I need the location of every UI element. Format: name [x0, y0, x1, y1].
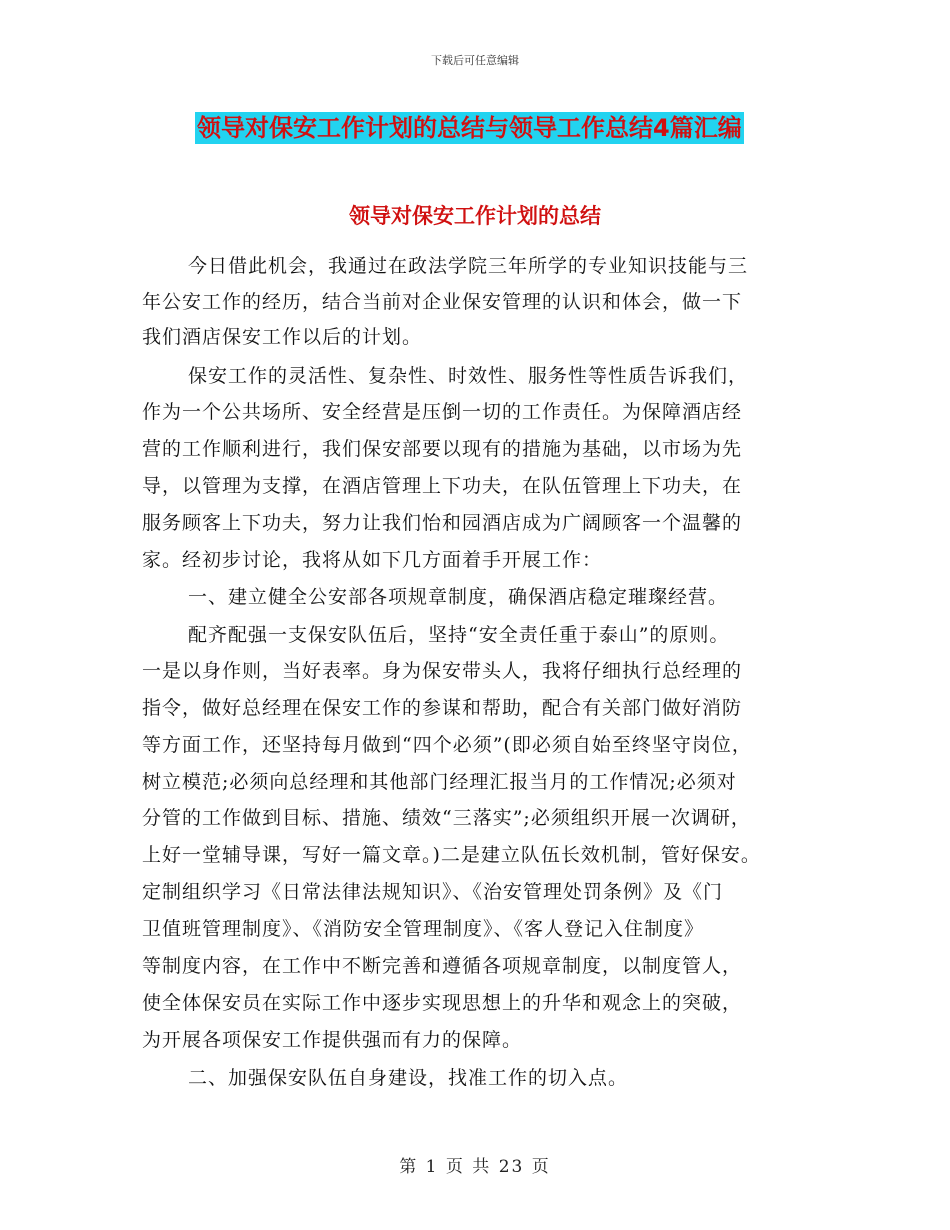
body-line: 等方面工作，还坚持每月做到“四个必须”(即必须自始至终坚守岗位， — [142, 734, 752, 756]
body-line: 等制度内容，在工作中不断完善和遵循各项规章制度，以制度管人， — [142, 955, 743, 977]
body-line: 配齐配强一支保安队伍后，坚持“安全责任重于泰山”的原则。 — [188, 624, 730, 646]
body-line: 指令，做好总经理在保安工作的参谋和帮助，配合有关部门做好消防 — [142, 697, 743, 719]
section-title: 领导对保安工作计划的总结 — [349, 204, 601, 228]
body-line: 树立模范;必须向总经理和其他部门经理汇报当月的工作情况;必须对 — [142, 771, 737, 793]
body-line: 分管的工作做到目标、措施、绩效“三落实”;必须组织开展一次调研， — [142, 807, 751, 829]
body-line: 年公安工作的经历，结合当前对企业保安管理的认识和体会，做一下 — [142, 291, 743, 313]
body-line: 保安工作的灵活性、复杂性、时效性、服务性等性质告诉我们， — [188, 365, 749, 387]
body-line: 为开展各项保安工作提供强而有力的保障。 — [142, 1029, 523, 1051]
body-line: 一、建立健全公安部各项规章制度，确保酒店稳定璀璨经营。 — [188, 586, 729, 608]
body-line: 服务顾客上下功夫，努力让我们怡和园酒店成为广阔顾客一个温馨的 — [142, 512, 743, 534]
body-line: 营的工作顺利进行，我们保安部要以现有的措施为基础，以市场为先 — [142, 438, 743, 460]
body-line: 今日借此机会，我通过在政法学院三年所学的专业知识技能与三 — [188, 255, 749, 277]
body-line: 二、加强保安队伍自身建设，找准工作的切入点。 — [188, 1067, 629, 1089]
body-line: 使全体保安员在实际工作中逐步实现思想上的升华和观念上的突破， — [142, 992, 743, 1014]
body-line: 卫值班管理制度》、《消防安全管理制度》、《客人登记入住制度》 — [142, 918, 705, 940]
body-line: 作为一个公共场所、安全经营是压倒一切的工作责任。为保障酒店经 — [142, 401, 743, 423]
body-line: 导，以管理为支撑，在酒店管理上下功夫，在队伍管理上下功夫，在 — [142, 475, 743, 497]
body-line: 一是以身作则，当好表率。身为保安带头人，我将仔细执行总经理的 — [142, 660, 743, 682]
body-line: 我们酒店保安工作以后的计划。 — [142, 326, 423, 348]
page-footer: 第 1 页 共 23 页 — [399, 1157, 551, 1177]
body-line: 家。经初步讨论，我将从如下几方面着手开展工作： — [142, 549, 603, 571]
body-line: 上好一堂辅导课，写好一篇文章。)二是建立队伍长效机制，管好保安。 — [142, 844, 761, 866]
document-title: 领导对保安工作计划的总结与领导工作总结4篇汇编 — [197, 114, 742, 142]
header-note: 下载后可任意编辑 — [431, 54, 519, 67]
body-line: 定制组织学习《日常法律法规知识》、《治安管理处罚条例》及《门 — [142, 881, 724, 903]
